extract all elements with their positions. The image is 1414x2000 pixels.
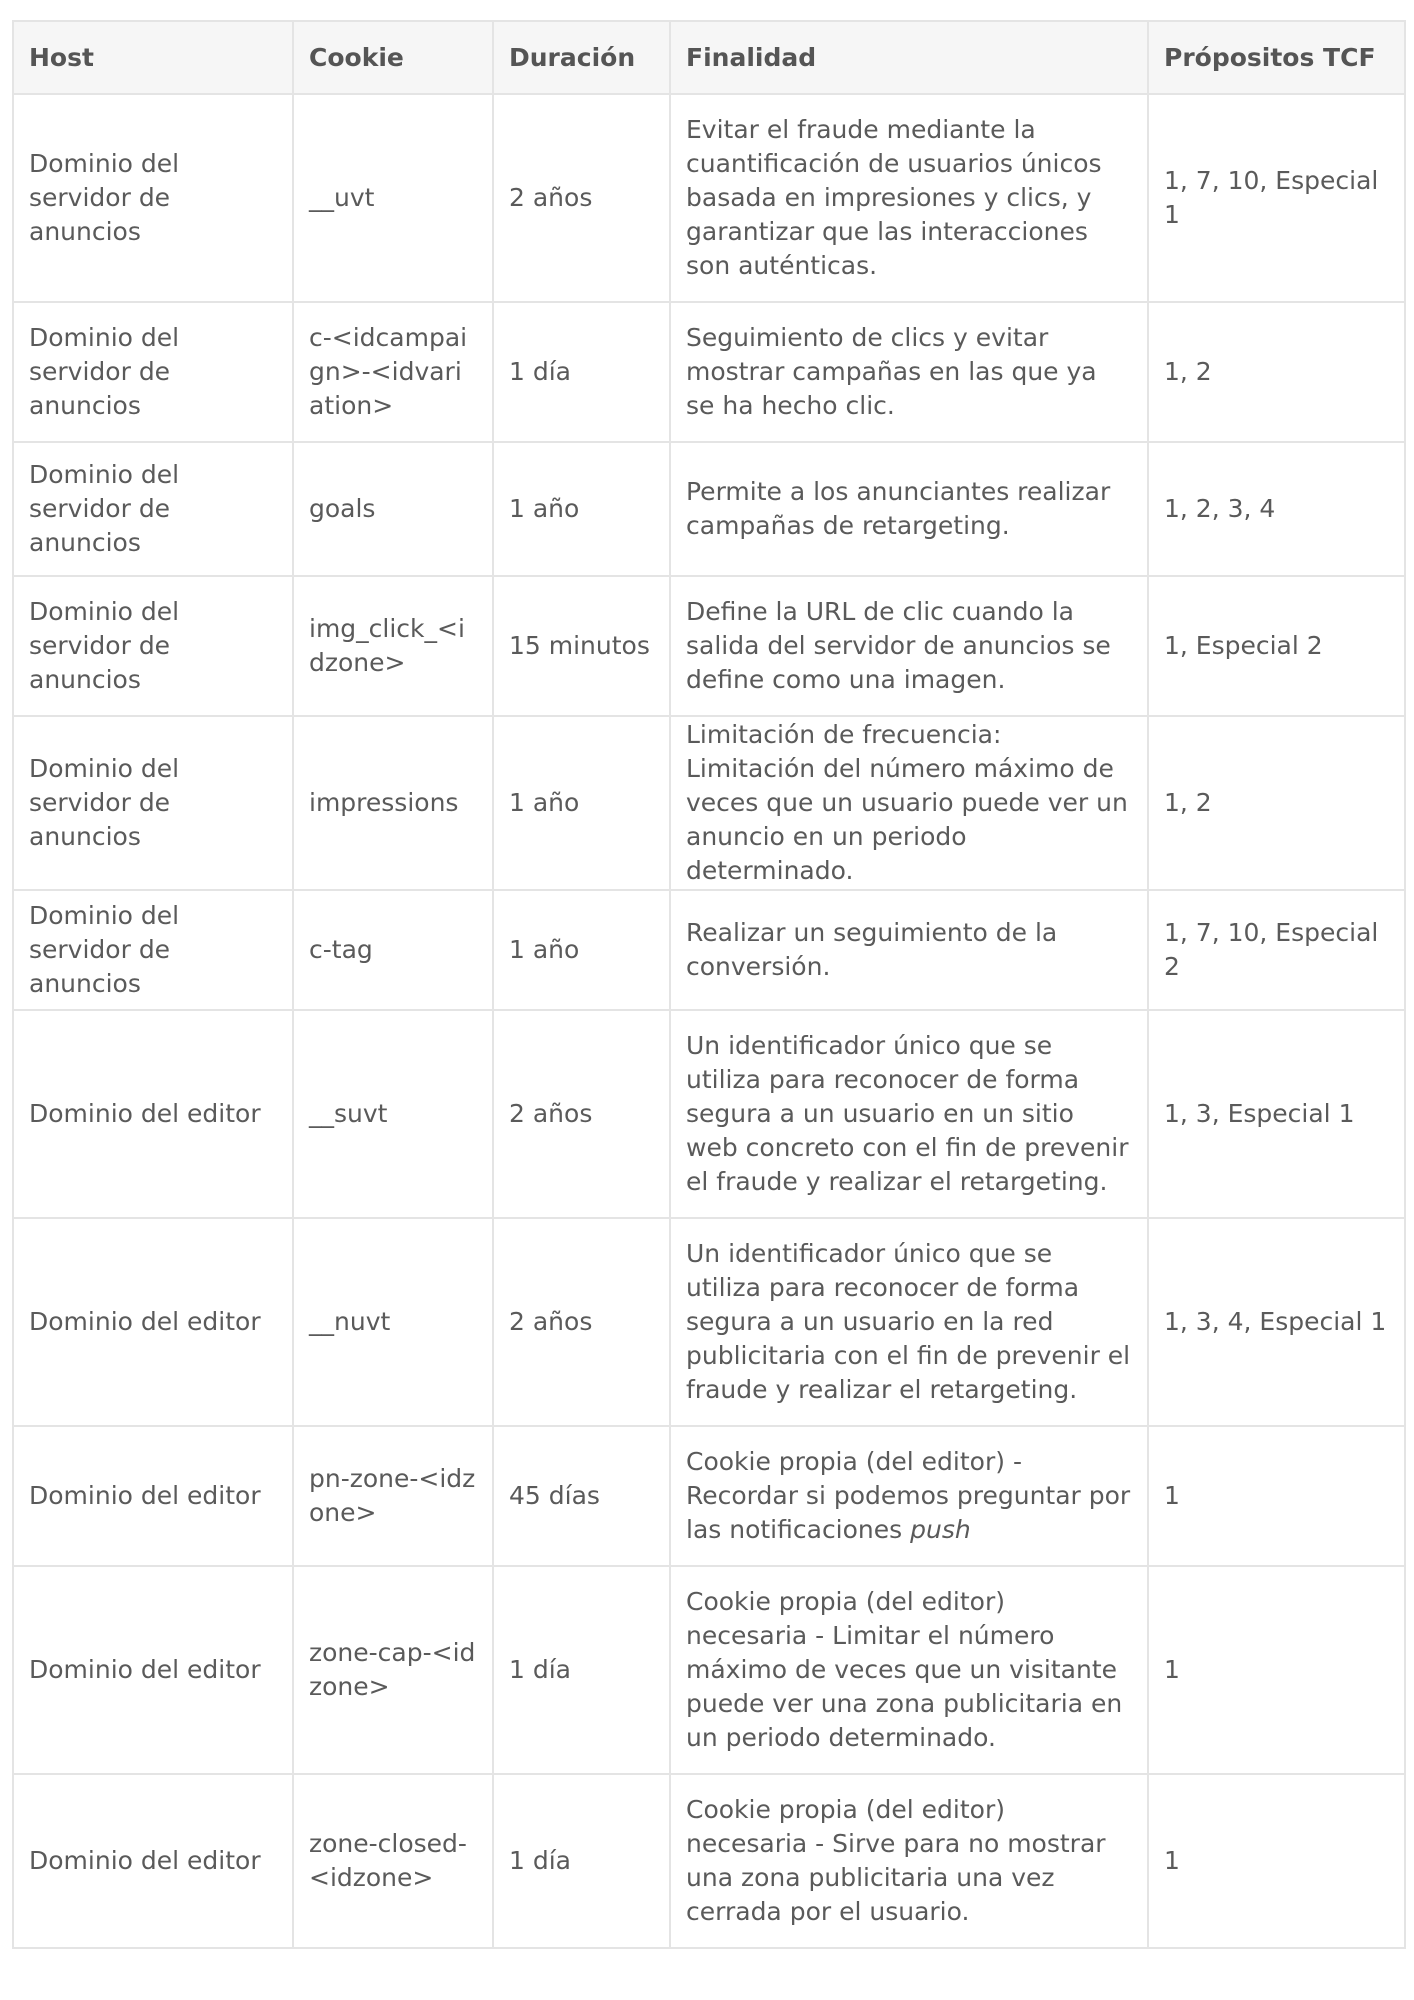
header-duration: Duración bbox=[493, 21, 670, 94]
cell-tcf: 1, 7, 10, Especial 1 bbox=[1148, 94, 1405, 302]
cell-host: Dominio del editor bbox=[13, 1426, 293, 1566]
cell-purpose: Seguimiento de clics y evitar mostrar campañas en las que ya se ha hecho clic. bbox=[670, 302, 1148, 442]
header-host: Host bbox=[13, 21, 293, 94]
table-row bbox=[13, 716, 1405, 890]
table-row bbox=[13, 890, 1405, 1010]
cell-duration: 2 años bbox=[493, 94, 670, 302]
cookie-table-container bbox=[12, 20, 1404, 1949]
cell-purpose-emphasis: push bbox=[910, 1515, 971, 1544]
cell-purpose: Un identificador único que se utiliza para reconocer de forma segura a un usuario en la red publicitaria con el fin de prevenir el fraude y realizar el retargeting. bbox=[670, 1218, 1148, 1426]
table-row bbox=[13, 442, 1405, 576]
cell-purpose: Evitar el fraude mediante la cuantificación de usuarios únicos basada en impresiones y clics, y garantizar que las interacciones son auténticas. bbox=[670, 94, 1148, 302]
cell-tcf: 1 bbox=[1148, 1774, 1405, 1948]
cell-host: Dominio del editor bbox=[13, 1774, 293, 1948]
cell-duration: 15 minutos bbox=[493, 576, 670, 716]
table-row bbox=[13, 94, 1405, 302]
table-body bbox=[13, 94, 1405, 1948]
cell-tcf: 1, 7, 10, Especial 2 bbox=[1148, 890, 1405, 1010]
cell-host: Dominio del editor bbox=[13, 1010, 293, 1218]
header-purpose: Finalidad bbox=[670, 21, 1148, 94]
cell-host: Dominio del servidor de anuncios bbox=[13, 576, 293, 716]
cell-duration: 1 año bbox=[493, 890, 670, 1010]
table-header bbox=[13, 21, 1405, 94]
cell-purpose-text: Cookie propia (del editor) - Recordar si podemos preguntar por las notificaciones bbox=[686, 1447, 1131, 1544]
cell-duration: 2 años bbox=[493, 1010, 670, 1218]
cell-tcf: 1, 3, Especial 1 bbox=[1148, 1010, 1405, 1218]
cell-cookie: c-tag bbox=[293, 890, 493, 1010]
cell-duration: 2 años bbox=[493, 1218, 670, 1426]
cell-tcf: 1, 2 bbox=[1148, 302, 1405, 442]
cell-cookie: impressions bbox=[293, 716, 493, 890]
cell-cookie: c-<idcampaign>-<idvariation> bbox=[293, 302, 493, 442]
cell-purpose: Permite a los anunciantes realizar campañas de retargeting. bbox=[670, 442, 1148, 576]
cell-tcf: 1 bbox=[1148, 1566, 1405, 1774]
cell-tcf: 1, Especial 2 bbox=[1148, 576, 1405, 716]
header-cookie: Cookie bbox=[293, 21, 493, 94]
cell-host: Dominio del servidor de anuncios bbox=[13, 890, 293, 1010]
cell-cookie: img_click_<idzone> bbox=[293, 576, 493, 716]
cell-tcf: 1, 2, 3, 4 bbox=[1148, 442, 1405, 576]
cell-purpose: Cookie propia (del editor) necesaria - Sirve para no mostrar una zona publicitaria una vez cerrada por el usuario. bbox=[670, 1774, 1148, 1948]
header-tcf: Própositos TCF bbox=[1148, 21, 1405, 94]
cell-tcf: 1 bbox=[1148, 1426, 1405, 1566]
cell-purpose: Limitación de frecuencia: Limitación del número máximo de veces que un usuario puede ver un anuncio en un periodo determinado. bbox=[670, 716, 1148, 890]
cell-cookie: __uvt bbox=[293, 94, 493, 302]
cell-purpose: Realizar un seguimiento de la conversión. bbox=[670, 890, 1148, 1010]
cell-host: Dominio del servidor de anuncios bbox=[13, 302, 293, 442]
cell-purpose bbox=[670, 1426, 1148, 1566]
cell-host: Dominio del editor bbox=[13, 1566, 293, 1774]
cell-duration: 1 día bbox=[493, 302, 670, 442]
cell-host: Dominio del editor bbox=[13, 1218, 293, 1426]
header-row bbox=[13, 21, 1405, 94]
table-row bbox=[13, 1218, 1405, 1426]
cell-cookie: __suvt bbox=[293, 1010, 493, 1218]
cell-duration: 1 día bbox=[493, 1774, 670, 1948]
cell-host: Dominio del servidor de anuncios bbox=[13, 716, 293, 890]
cell-purpose: Cookie propia (del editor) necesaria - Limitar el número máximo de veces que un visitante puede ver una zona publicitaria en un periodo determinado. bbox=[670, 1566, 1148, 1774]
cell-host: Dominio del servidor de anuncios bbox=[13, 442, 293, 576]
cell-purpose: Un identificador único que se utiliza para reconocer de forma segura a un usuario en un sitio web concreto con el fin de prevenir el fraude y realizar el retargeting. bbox=[670, 1010, 1148, 1218]
cookie-table bbox=[12, 20, 1406, 1949]
cell-host: Dominio del servidor de anuncios bbox=[13, 94, 293, 302]
cell-duration: 1 año bbox=[493, 442, 670, 576]
cell-tcf: 1, 3, 4, Especial 1 bbox=[1148, 1218, 1405, 1426]
table-row bbox=[13, 302, 1405, 442]
cell-purpose: Define la URL de clic cuando la salida del servidor de anuncios se define como una imagen. bbox=[670, 576, 1148, 716]
table-row bbox=[13, 1774, 1405, 1948]
cell-cookie: __nuvt bbox=[293, 1218, 493, 1426]
table-row bbox=[13, 1426, 1405, 1566]
table-row bbox=[13, 576, 1405, 716]
cell-duration: 1 día bbox=[493, 1566, 670, 1774]
cell-cookie: zone-cap-<idzone> bbox=[293, 1566, 493, 1774]
cell-cookie: pn-zone-<idzone> bbox=[293, 1426, 493, 1566]
cell-cookie: goals bbox=[293, 442, 493, 576]
table-row bbox=[13, 1566, 1405, 1774]
cell-duration: 45 días bbox=[493, 1426, 670, 1566]
cell-duration: 1 año bbox=[493, 716, 670, 890]
cell-cookie: zone-closed-<idzone> bbox=[293, 1774, 493, 1948]
table-row bbox=[13, 1010, 1405, 1218]
cell-tcf: 1, 2 bbox=[1148, 716, 1405, 890]
